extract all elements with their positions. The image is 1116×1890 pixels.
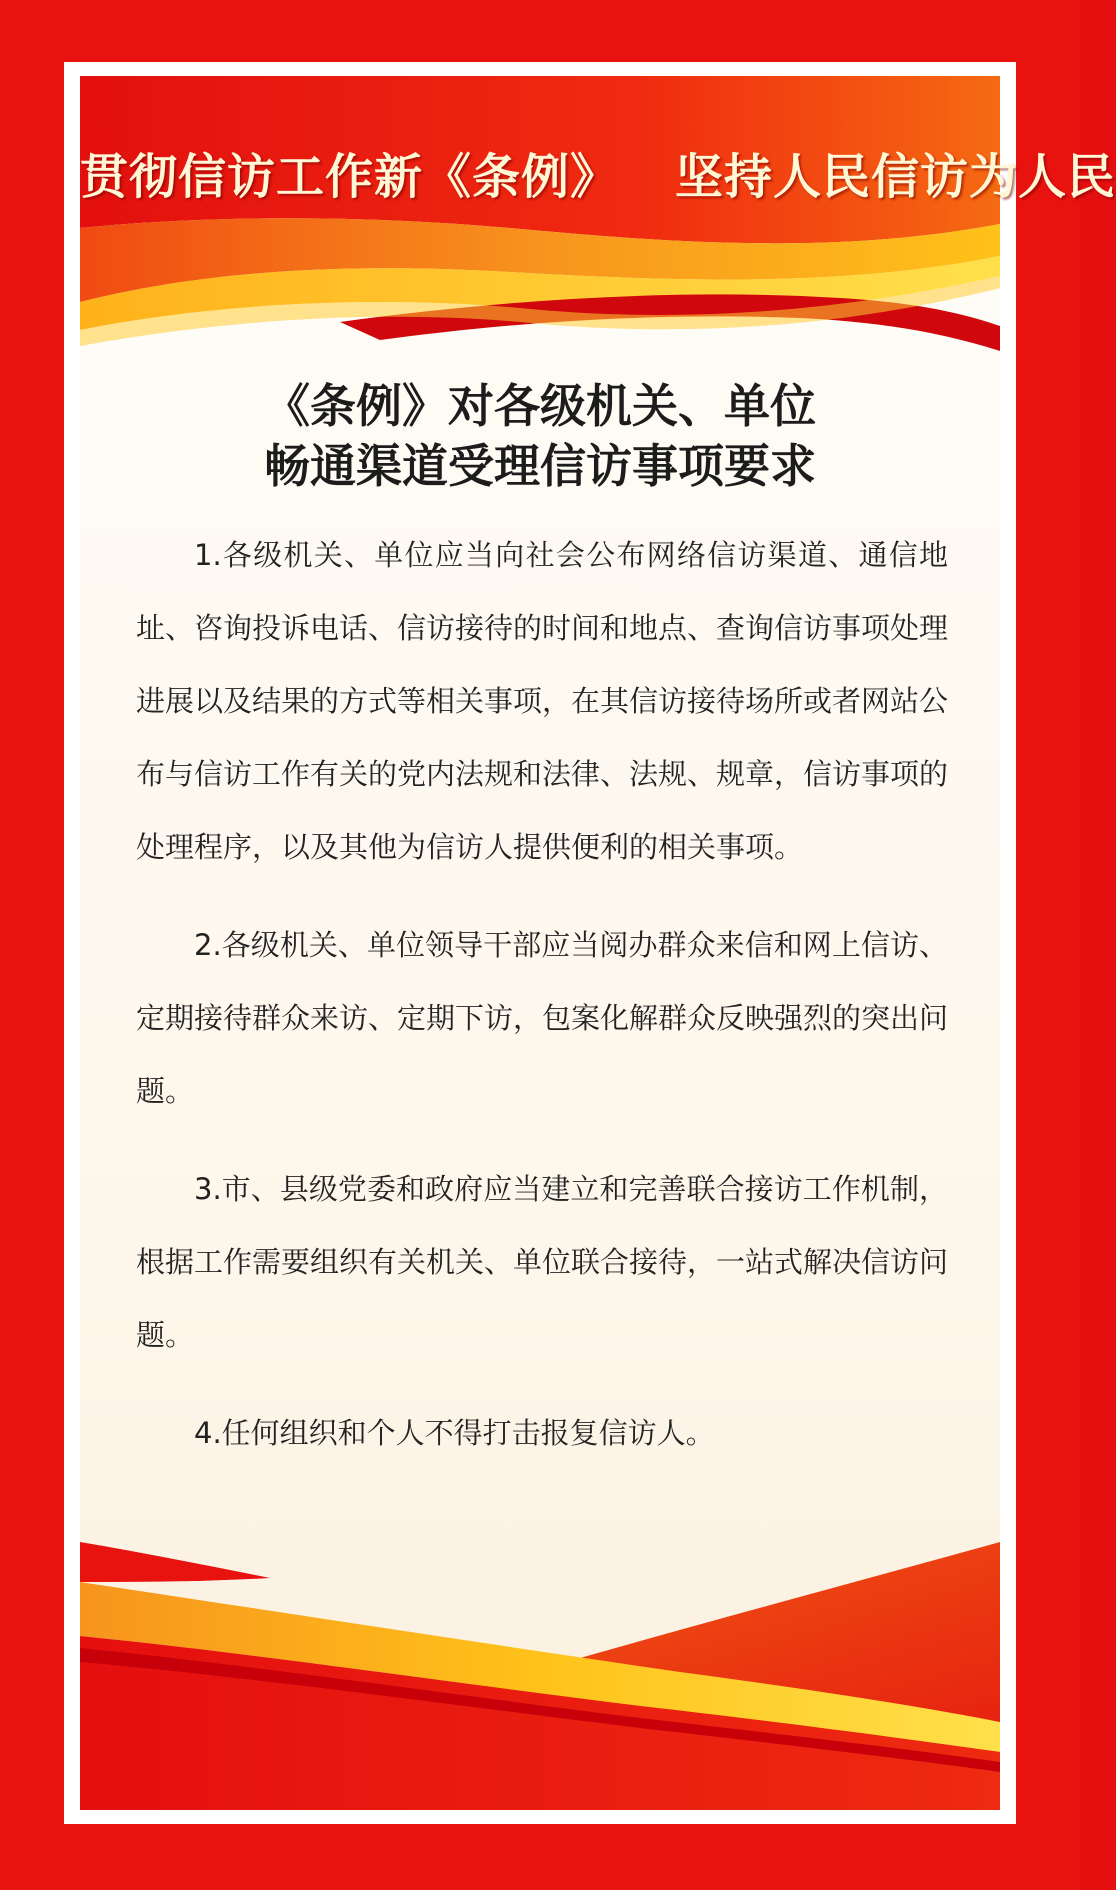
regulation-list (136, 519, 948, 1495)
slogan-right: 坚持人民信访为人民 (675, 149, 1116, 205)
regulation-item-3: 3.市、县级党委和政府应当建立和完善联合接访工作机制，根据工作需要组织有关机关、单位联合接待，一站式解决信访问题。 (136, 1172, 949, 1352)
page-title (80, 376, 1000, 496)
top-ribbon-decoration (80, 76, 1000, 376)
poster-panel (80, 76, 1116, 1810)
bottom-left-red-corner (80, 1542, 270, 1582)
regulation-item-1: 1.各级机关、单位应当向社会公布网络信访渠道、通信地址、咨询投诉电话、信访接待的时间和地点、查询信访事项处理进展以及结果的方式等相关事项，在其信访接待场所或者网站公布与信访工作有关的党内法规和法律、法规、规章，信访事项的处理程序，以及其他为信访人提供便利的相关事项。 (136, 538, 949, 864)
regulation-item-4: 4.任何组织和个人不得打击报复信访人。 (194, 1416, 715, 1450)
slogan-banner (80, 138, 1116, 207)
bottom-ribbon-decoration (80, 1542, 1000, 1810)
title-line-1: 《条例》对各级机关、单位 (264, 379, 816, 433)
title-line-2: 畅通渠道受理信访事项要求 (264, 439, 816, 493)
regulation-item-2: 2.各级机关、单位领导干部应当阅办群众来信和网上信访、定期接待群众来访、定期下访，包案化解群众反映强烈的突出问题。 (136, 928, 949, 1108)
slogan-left: 贯彻信访工作新《条例》 (80, 149, 620, 205)
